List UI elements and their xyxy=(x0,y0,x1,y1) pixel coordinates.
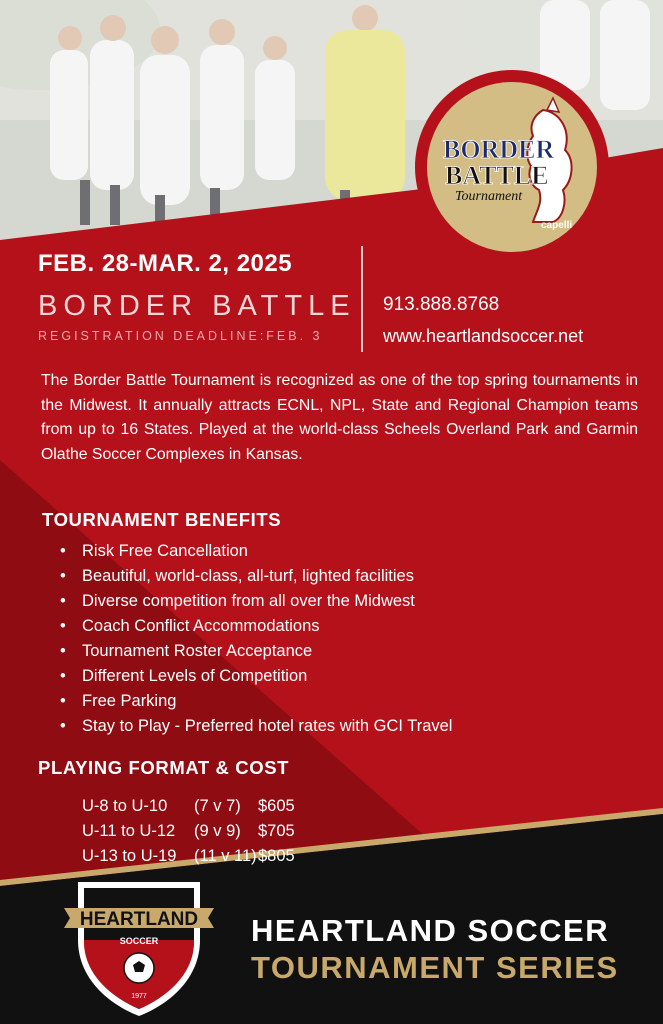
soccer-ball-icon xyxy=(124,953,154,983)
bb-logo-sponsor: capelli xyxy=(541,220,573,231)
benefit-item: • Coach Conflict Accommodations xyxy=(60,614,452,639)
footer-title-line1: HEARTLAND SOCCER xyxy=(251,913,610,948)
pricing-row xyxy=(82,844,322,869)
hl-logo-banner: HEARTLAND xyxy=(79,909,199,930)
format: (7 v 7) xyxy=(194,797,241,815)
benefit-item: • Different Levels of Competition xyxy=(60,664,452,689)
benefit-item: • Free Parking xyxy=(60,689,452,714)
price: $605 xyxy=(258,797,295,815)
tournament-description: The Border Battle Tournament is recognized as one of the top spring tournaments in the Midwest. It annually attracts ECNL, NPL, State and Regional Champion teams from up to 16 States. Played at the world-class Scheels Overland Park and Garmin Olathe Soccer Complexes in Kansas. xyxy=(41,372,638,463)
pricing-row xyxy=(82,794,322,819)
benefit-item: • Tournament Roster Acceptance xyxy=(60,639,452,664)
bb-logo-line1: BORDER xyxy=(443,135,555,164)
footer-title-line2: TOURNAMENT SERIES xyxy=(251,950,619,985)
format: (9 v 9) xyxy=(194,822,241,840)
benefit-item: • Diverse competition from all over the Midwest xyxy=(60,589,452,614)
border-battle-logo xyxy=(415,70,609,264)
hl-logo-year: 1977 xyxy=(131,993,147,1000)
price: $805 xyxy=(258,847,295,865)
pricing-table xyxy=(82,794,322,869)
benefit-item: • Beautiful, world-class, all-turf, lighted facilities xyxy=(60,564,452,589)
benefits-list xyxy=(60,539,452,739)
benefits-heading: TOURNAMENT BENEFITS xyxy=(42,509,282,530)
header-divider xyxy=(361,246,363,352)
pricing-heading: PLAYING FORMAT & COST xyxy=(38,757,290,778)
contact-website[interactable]: www.heartlandsoccer.net xyxy=(383,326,584,346)
price: $705 xyxy=(258,822,295,840)
bb-logo-line3: Tournament xyxy=(455,189,523,204)
contact-phone[interactable]: 913.888.8768 xyxy=(383,294,500,315)
division: U-11 to U-12 xyxy=(82,822,176,840)
pricing-row xyxy=(82,819,322,844)
benefit-item: • Risk Free Cancellation xyxy=(60,539,452,564)
heartland-soccer-logo xyxy=(60,870,218,1020)
hl-logo-sub: SOCCER xyxy=(119,936,159,946)
format: (11 v 11) xyxy=(194,847,257,865)
division: U-13 to U-19 xyxy=(82,847,177,865)
event-name: BORDER BATTLE xyxy=(38,290,356,322)
division: U-8 to U-10 xyxy=(82,797,168,815)
bb-logo-line2: BATTLE xyxy=(445,161,549,190)
registration-deadline: REGISTRATION DEADLINE:FEB. 3 xyxy=(38,329,323,343)
event-dates: FEB. 28-MAR. 2, 2025 xyxy=(38,250,293,277)
benefit-item: • Stay to Play - Preferred hotel rates with GCI Travel xyxy=(60,714,452,739)
